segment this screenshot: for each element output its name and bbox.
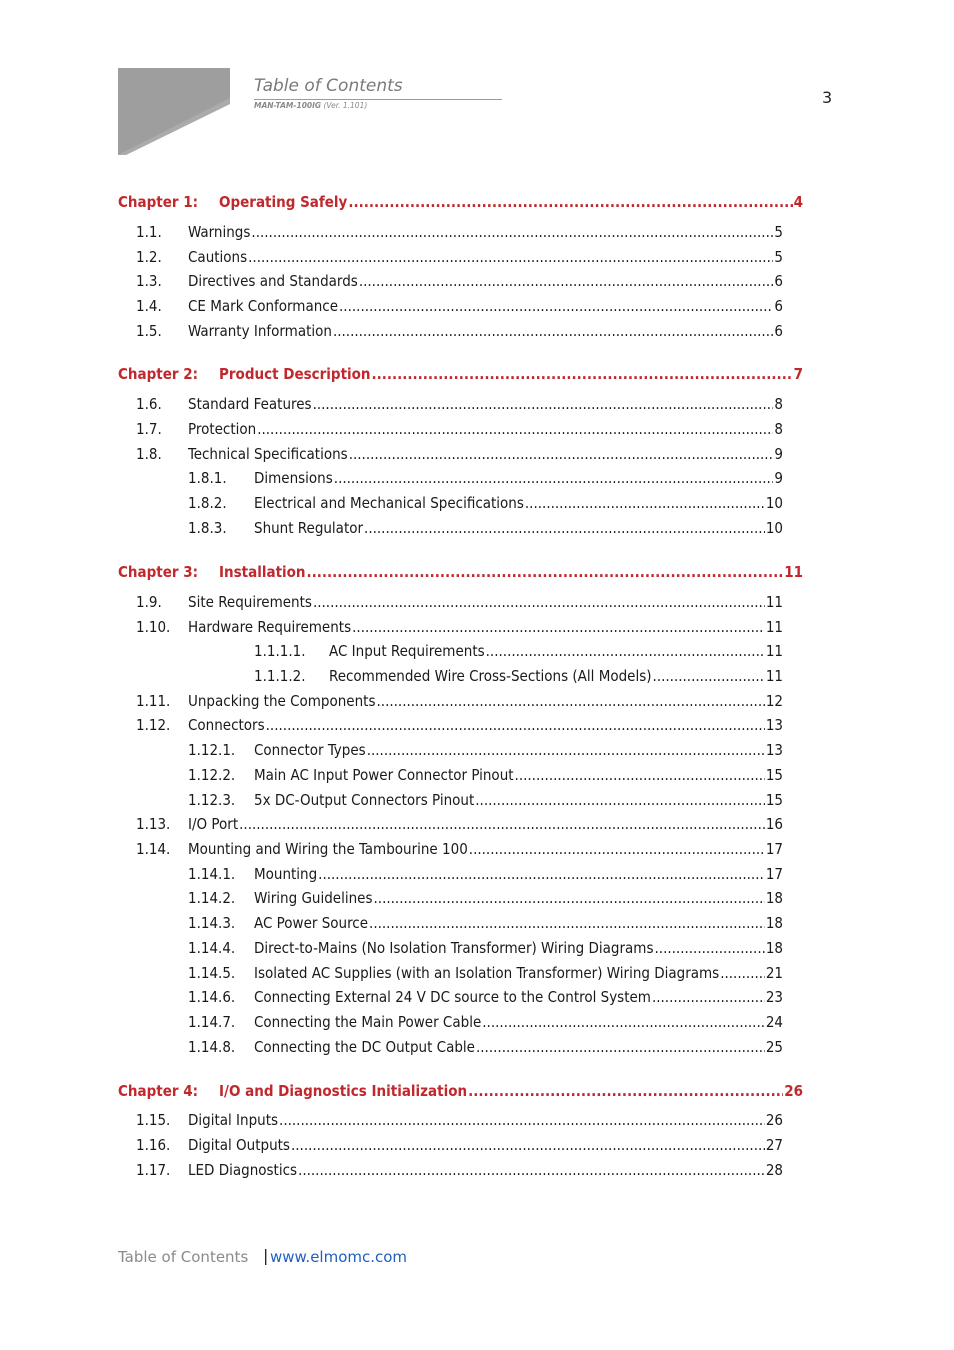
toc-leader-dots — [482, 1011, 765, 1033]
toc-entry-number: Chapter 4: — [118, 1082, 199, 1100]
toc-entry-title: Warnings — [188, 223, 251, 241]
toc-entry-number: 1.7. — [136, 420, 162, 438]
toc-entry-title: Connecting External 24 V DC source to the Control System — [254, 988, 651, 1006]
toc-entry[interactable] — [136, 714, 783, 736]
toc-entry[interactable] — [136, 443, 783, 465]
toc-leader-dots — [468, 1080, 783, 1102]
header-title: Table of Contents — [254, 76, 403, 96]
toc-leader-dots — [359, 270, 774, 292]
toc-entry[interactable] — [136, 221, 783, 243]
toc-entry-page: 4 — [793, 193, 803, 211]
toc-entry-number: 1.14.1. — [188, 865, 236, 883]
toc-entry-title: Hardware Requirements — [188, 618, 352, 636]
toc-entry-page: 24 — [765, 1013, 783, 1031]
toc-entry[interactable] — [136, 690, 783, 712]
toc-entry[interactable] — [188, 1011, 783, 1033]
toc-entry-title: CE Mark Conformance — [188, 297, 339, 315]
toc-entry-number: 1.1.1.2. — [254, 667, 306, 685]
toc-entry-page: 9 — [774, 445, 783, 463]
toc-leader-dots — [313, 591, 765, 613]
toc-entry-number: 1.12.1. — [188, 741, 236, 759]
toc-entry-number: 1.15. — [136, 1111, 171, 1129]
toc-entry[interactable] — [136, 418, 783, 440]
toc-entry-page: 10 — [765, 519, 783, 537]
toc-entry-page: 11 — [784, 563, 803, 581]
toc-leader-dots — [469, 838, 765, 860]
toc-entry[interactable] — [136, 393, 783, 415]
toc-leader-dots — [266, 714, 765, 736]
toc-leader-dots — [364, 517, 765, 539]
toc-entry-page: 11 — [765, 618, 783, 636]
toc-entry[interactable] — [188, 492, 783, 514]
toc-entry-title: Isolated AC Supplies (with an Isolation Transformer) Wiring Diagrams — [254, 964, 720, 982]
toc-entry[interactable] — [136, 246, 783, 268]
toc-entry-title: Directives and Standards — [188, 272, 358, 290]
toc-entry-number: 1.14.6. — [188, 988, 236, 1006]
toc-entry-page: 15 — [765, 791, 783, 809]
logo-block — [118, 68, 230, 155]
toc-entry-title: Electrical and Mechanical Specifications — [254, 494, 524, 512]
toc-entry-title: Installation — [219, 563, 306, 581]
toc-leader-dots — [655, 937, 765, 959]
toc-entry-page: 23 — [765, 988, 783, 1006]
toc-entry-title: I/O and Diagnostics Initialization — [219, 1082, 468, 1100]
toc-entry[interactable] — [188, 863, 783, 885]
toc-leader-dots — [486, 640, 765, 662]
toc-entry-number: 1.12.2. — [188, 766, 236, 784]
toc-entry-page: 27 — [765, 1136, 783, 1154]
toc-entry-page: 8 — [774, 395, 783, 413]
toc-entry-title: Digital Inputs — [188, 1111, 279, 1129]
toc-entry-page: 16 — [765, 815, 783, 833]
toc-entry-page: 18 — [765, 939, 783, 957]
toc-entry-title: Wiring Guidelines — [254, 889, 373, 907]
toc-entry-number: 1.14.2. — [188, 889, 236, 907]
toc-leader-dots — [339, 295, 773, 317]
toc-entry-title: Mounting — [254, 865, 318, 883]
toc-entry-title: Mounting and Wiring the Tambourine 100 — [188, 840, 468, 858]
toc-entry[interactable] — [188, 739, 783, 761]
toc-leader-dots — [251, 221, 773, 243]
toc-entry-page: 13 — [765, 741, 783, 759]
toc-leader-dots — [367, 739, 765, 761]
toc-entry-title: Main AC Input Power Connector Pinout — [254, 766, 514, 784]
toc-entry-number: 1.14.5. — [188, 964, 236, 982]
toc-entry[interactable] — [188, 789, 783, 811]
toc-entry-number: 1.14. — [136, 840, 171, 858]
toc-entry-page: 13 — [765, 716, 783, 734]
toc-entry-page: 6 — [774, 272, 783, 290]
toc-entry[interactable] — [188, 764, 783, 786]
toc-entry-page: 6 — [774, 297, 783, 315]
toc-entry-number: 1.8.3. — [188, 519, 227, 537]
toc-entry-number: 1.10. — [136, 618, 171, 636]
toc-entry[interactable] — [136, 295, 783, 317]
toc-entry[interactable] — [188, 517, 783, 539]
toc-entry-title: Technical Specifications — [188, 445, 348, 463]
toc-entry-page: 26 — [765, 1111, 783, 1129]
toc-leader-dots — [248, 246, 773, 268]
toc-entry-page: 17 — [765, 840, 783, 858]
toc-entry-page: 15 — [765, 766, 783, 784]
toc-entry-title: Digital Outputs — [188, 1136, 290, 1154]
toc-entry-number: Chapter 1: — [118, 193, 199, 211]
toc-entry-title: Warranty Information — [188, 322, 332, 340]
toc-entry-page: 18 — [765, 889, 783, 907]
toc-leader-dots — [653, 665, 765, 687]
toc-entry-number: 1.14.4. — [188, 939, 236, 957]
toc-leader-dots — [377, 690, 765, 712]
toc-entry-page: 10 — [765, 494, 783, 512]
toc-entry-number: 1.16. — [136, 1136, 171, 1154]
toc-entry-page: 18 — [765, 914, 783, 932]
toc-entry-title: Connecting the Main Power Cable — [254, 1013, 482, 1031]
toc-entry[interactable] — [254, 640, 783, 662]
toc-entry-page: 6 — [774, 322, 783, 340]
toc-leader-dots — [333, 320, 773, 342]
toc-entry-page: 9 — [774, 469, 783, 487]
toc-leader-dots — [318, 863, 765, 885]
toc-entry[interactable] — [136, 1134, 783, 1156]
toc-entry[interactable] — [136, 1159, 783, 1181]
toc-entry-title: Unpacking the Components — [188, 692, 376, 710]
toc-entry-page: 21 — [765, 964, 783, 982]
toc-entry-number: 1.6. — [136, 395, 162, 413]
toc-entry[interactable] — [136, 813, 783, 835]
toc-entry-number: Chapter 3: — [118, 563, 199, 581]
toc-entry[interactable] — [188, 962, 783, 984]
toc-entry[interactable] — [136, 270, 783, 292]
toc-entry-page: 5 — [774, 223, 783, 241]
toc-leader-dots — [291, 1134, 765, 1156]
toc-entry-number: 1.1. — [136, 223, 162, 241]
toc-entry-number: 1.8. — [136, 445, 162, 463]
toc-entry-number: 1.14.3. — [188, 914, 236, 932]
toc-entry-number: 1.3. — [136, 272, 162, 290]
doc-version: (Ver. 1.101) — [323, 101, 368, 110]
toc-entry-number: 1.2. — [136, 248, 162, 266]
toc-entry[interactable] — [136, 591, 783, 613]
toc-entry-number: 1.14.8. — [188, 1038, 236, 1056]
toc-entry-number: 1.4. — [136, 297, 162, 315]
toc-entry[interactable] — [136, 616, 783, 638]
toc-entry-title: Connector Types — [254, 741, 366, 759]
toc-entry-page: 11 — [765, 667, 783, 685]
toc-entry-title: Operating Safely — [219, 193, 348, 211]
toc-entry-page: 11 — [765, 642, 783, 660]
toc-entry-page: 8 — [774, 420, 783, 438]
toc-entry-number: 1.5. — [136, 322, 162, 340]
toc-leader-dots — [652, 986, 765, 1008]
toc-entry-number: 1.17. — [136, 1161, 171, 1179]
toc-entry[interactable] — [188, 1036, 783, 1058]
toc-entry[interactable] — [254, 665, 783, 687]
toc-leader-dots — [257, 418, 773, 440]
toc-entry-title: Recommended Wire Cross-Sections (All Models) — [329, 667, 652, 685]
toc-entry[interactable] — [188, 467, 783, 489]
toc-entry-number: 1.11. — [136, 692, 171, 710]
toc-leader-dots — [374, 887, 765, 909]
doc-code: MAN-TAM-100IG — [254, 101, 322, 110]
toc-entry-title: Dimensions — [254, 469, 333, 487]
toc-chapter-entry[interactable] — [118, 191, 803, 213]
toc-leader-dots — [720, 962, 765, 984]
toc-entry-title: Direct-to-Mains (No Isolation Transformer) Wiring Diagrams — [254, 939, 654, 957]
toc-leader-dots — [515, 764, 765, 786]
toc-entry[interactable] — [136, 838, 783, 860]
toc-entry-title: 5x DC-Output Connectors Pinout — [254, 791, 475, 809]
toc-entry-title: Connectors — [188, 716, 265, 734]
toc-entry-title: LED Diagnostics — [188, 1161, 298, 1179]
toc-entry-page: 25 — [765, 1038, 783, 1056]
toc-leader-dots — [352, 616, 765, 638]
footer-label: Table of Contents — [118, 1248, 249, 1266]
toc-leader-dots — [476, 1036, 765, 1058]
toc-entry-title: Protection — [188, 420, 257, 438]
footer-website-link[interactable]: www.elmomc.com — [270, 1248, 408, 1266]
toc-entry-title: Site Requirements — [188, 593, 312, 611]
toc-chapter-entry[interactable] — [118, 561, 803, 583]
toc-entry-title: Connecting the DC Output Cable — [254, 1038, 475, 1056]
toc-entry-number: 1.14.7. — [188, 1013, 236, 1031]
toc-leader-dots — [298, 1159, 765, 1181]
toc-entry-page: 12 — [765, 692, 783, 710]
toc-entry[interactable] — [188, 937, 783, 959]
toc-leader-dots — [239, 813, 765, 835]
toc-entry-number: 1.9. — [136, 593, 162, 611]
page-number: 3 — [822, 88, 833, 107]
toc-entry-title: I/O Port — [188, 815, 239, 833]
toc-entry-number: 1.12.3. — [188, 791, 236, 809]
toc-entry-page: 5 — [774, 248, 783, 266]
toc-entry-page: 7 — [793, 365, 803, 383]
toc-entry[interactable] — [136, 1109, 783, 1131]
toc-entry[interactable] — [188, 986, 783, 1008]
toc-entry-title: Shunt Regulator — [254, 519, 364, 537]
toc-entry[interactable] — [188, 887, 783, 909]
toc-entry-title: AC Power Source — [254, 914, 369, 932]
toc-leader-dots — [349, 443, 774, 465]
header-rule — [254, 99, 502, 100]
toc-leader-dots — [334, 467, 774, 489]
toc-leader-dots — [348, 191, 792, 213]
toc-leader-dots — [475, 789, 765, 811]
toc-entry-number: 1.1.1.1. — [254, 642, 306, 660]
footer-separator: | — [263, 1246, 269, 1265]
toc-entry-page: 11 — [765, 593, 783, 611]
toc-leader-dots — [307, 561, 784, 583]
toc-entry-title: AC Input Requirements — [329, 642, 485, 660]
toc-chapter-entry[interactable] — [118, 1080, 803, 1102]
toc-entry-number: Chapter 2: — [118, 365, 199, 383]
toc-leader-dots — [369, 912, 765, 934]
toc-entry-title: Cautions — [188, 248, 248, 266]
toc-leader-dots — [279, 1109, 765, 1131]
toc-chapter-entry[interactable] — [118, 363, 803, 385]
toc-entry-page: 17 — [765, 865, 783, 883]
toc-entry[interactable] — [188, 912, 783, 934]
toc-entry-page: 28 — [765, 1161, 783, 1179]
toc-leader-dots — [525, 492, 765, 514]
toc-entry-number: 1.8.1. — [188, 469, 227, 487]
toc-entry-title: Standard Features — [188, 395, 312, 413]
header-doc-version — [254, 101, 367, 110]
toc-leader-dots — [372, 363, 793, 385]
toc-entry-page: 26 — [784, 1082, 803, 1100]
toc-entry[interactable] — [136, 320, 783, 342]
toc-entry-number: 1.8.2. — [188, 494, 227, 512]
toc-leader-dots — [313, 393, 774, 415]
toc-entry-number: 1.12. — [136, 716, 171, 734]
toc-entry-title: Product Description — [219, 365, 371, 383]
toc-entry-number: 1.13. — [136, 815, 171, 833]
